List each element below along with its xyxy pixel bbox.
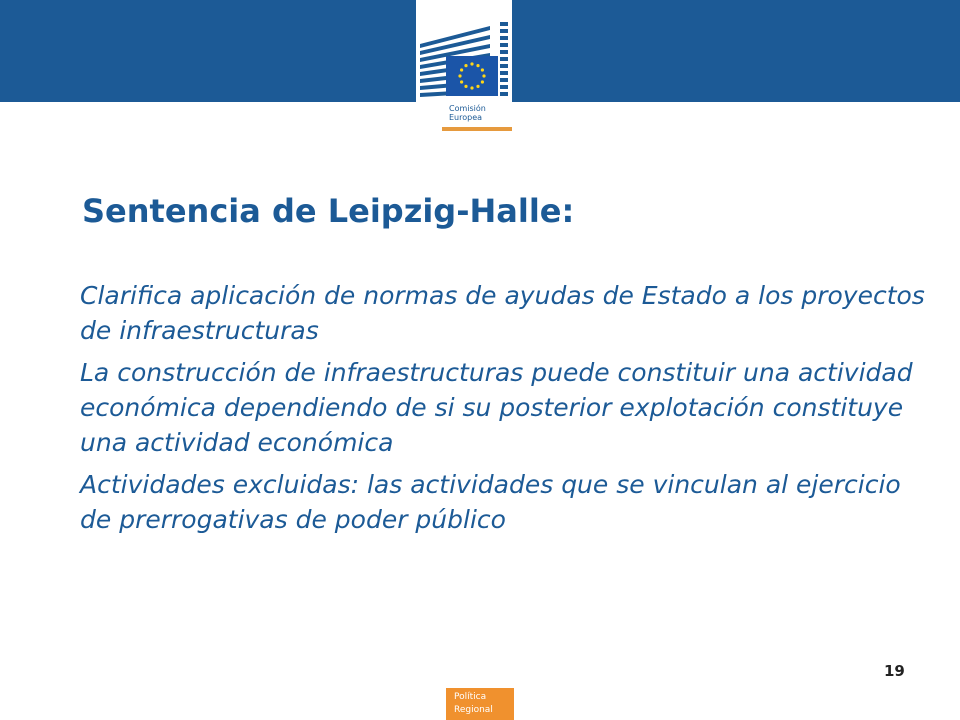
logo-wordmark [449,104,486,122]
european-commission-logo [416,0,512,131]
slide-title: Sentencia de Leipzig-Halle: [82,192,575,230]
footer-tag [446,688,514,720]
footer-tag-line1: Política [454,692,487,702]
list-item: Clarifica aplicación de normas de ayudas de Estado a los proyectos de infraestructuras [80,281,925,345]
eu-flag-icon [446,56,498,96]
page-number: 19 [884,662,905,680]
list-item: La construcción de infraestructuras puede constituir una actividad económica dependiendo de si su posterior explotación constituye una actividad económica [80,358,913,457]
list-item: Actividades excluidas: las actividades que se vinculan al ejercicio de prerrogativas de poder público [80,470,901,534]
berlaymont-building-icon [416,0,512,104]
footer-tag-line2: Regional [454,705,493,715]
logo-underline [442,127,512,131]
logo-text-line1: Comisión [449,104,486,113]
content-list [80,278,930,544]
logo-text-line2: Europea [449,113,483,122]
